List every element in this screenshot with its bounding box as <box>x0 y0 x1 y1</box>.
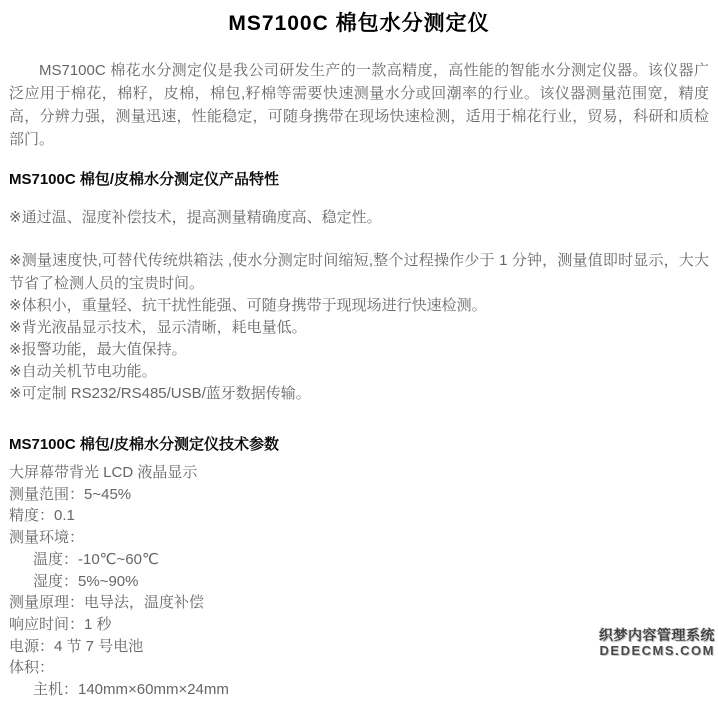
feature-item: ※背光液晶显示技术，显示清晰，耗电量低。 <box>9 319 307 336</box>
spec-line-humidity: 湿度：5%~90% <box>33 572 139 590</box>
watermark-domain: DEDECMS.COM <box>599 643 715 658</box>
spec-line-volume: 体积： <box>9 659 55 677</box>
features-list <box>9 207 709 405</box>
specs-list <box>9 462 709 701</box>
spec-line-host-size: 主机：140mm×60mm×24mm <box>33 681 229 699</box>
spec-line-environment: 测量环境： <box>9 529 85 547</box>
spec-line-display: 大屏幕带背光 LCD 液晶显示 <box>9 464 198 481</box>
watermark-cms-name: 织梦内容管理系统 <box>599 627 715 643</box>
spec-line-principle: 测量原理：电导法，温度补偿 <box>9 594 205 612</box>
feature-item: ※自动关机节电功能。 <box>9 363 157 380</box>
spec-line-response-time: 响应时间：1 秒 <box>9 615 112 633</box>
spec-line-range: 测量范围：5~45% <box>9 485 132 503</box>
features-section-heading: MS7100C 棉包/皮棉水分测定仪产品特性 <box>9 171 280 188</box>
spec-line-temperature: 温度：-10℃~60℃ <box>33 550 159 568</box>
specs-section-heading: MS7100C 棉包/皮棉水分测定仪技术参数 <box>9 436 280 453</box>
page-title: MS7100C 棉包水分测定仪 <box>228 12 490 35</box>
intro-paragraph: MS7100C 棉花水分测定仪是我公司研发生产的一款高精度，高性能的智能水分测定仪器。该仪器广泛应用于棉花，棉籽，皮棉，棉包,籽棉等需要快速测量水分或回潮率的行业。该仪器测量范围宽，精度高，分辨力强，测量迅速，性能稳定，可随身携带在现场快速检测，适用于棉花行业，贸易，科研和质检部门。 <box>9 62 709 148</box>
feature-item: ※通过温、湿度补偿技术，提高测量精确度高、稳定性。 <box>9 209 382 226</box>
feature-item: ※可定制 RS232/RS485/USB/蓝牙数据传输。 <box>9 385 311 402</box>
cms-watermark <box>599 628 715 658</box>
feature-item: ※测量速度快,可替代传统烘箱法 ,使水分测定时间缩短,整个过程操作少于 1 分钟，测量值即时显示，大大节省了检测人员的宝贵时间。 <box>9 252 709 292</box>
spec-line-precision: 精度：0.1 <box>9 507 75 525</box>
feature-item: ※体积小，重量轻、抗干扰性能强、可随身携带于现现场进行快速检测。 <box>9 297 487 314</box>
feature-item: ※报警功能，最大值保持。 <box>9 341 187 358</box>
spec-line-power: 电源：4 节 7 号电池 <box>9 637 144 655</box>
